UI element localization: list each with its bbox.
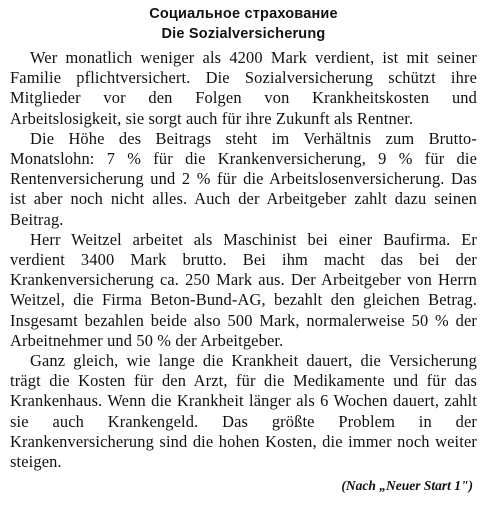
paragraph-2: Die Höhe des Beitrags steht im Verhältnis zum Brutto-Monatslohn: 7 % für die Krankenversicherung, 9 % für die Rentenversicherung und 2 % für die Arbeitslosenversicherung. Das ist aber noch nicht alles. Auch der Arbeitgeber zahlt dazu seinen Beitrag. xyxy=(10,128,477,229)
paragraph-1: Wer monatlich weniger als 4200 Mark verdient, ist mit seiner Familie pflichtversichert. Die Sozialversicherung schützt ihre Mitglieder vor den Folgen von Krankheitskosten und Arbeitslosigkeit, sie sorgt auch für ihre Zukunft als Rentner. xyxy=(10,48,477,128)
title-german: Die Sozialversicherung xyxy=(161,26,326,42)
heading-block xyxy=(10,4,477,44)
title-russian: Социальное страхование xyxy=(149,6,338,22)
paragraph-3: Herr Weitzel arbeitet als Maschinist bei einer Baufirma. Er verdient 3400 Mark brutto. Bei ihm macht das bei der Krankenversicherung ca. 250 Mark aus. Der Arbeitgeber von Herrn Weitzel, die Firma Beton-Bund-AG, bezahlt den gleichen Betrag. Insgesamt bezahlen beide also 500 Mark, normalerweise 50 % der Arbeitnehmer und 50 % der Arbeitgeber. xyxy=(10,229,477,350)
source-citation: (Nach „Neuer Start 1") xyxy=(341,478,473,494)
paragraph-4: Ganz gleich, wie lange die Krankheit dauert, die Versicherung trägt die Kosten für den Arzt, für die Medikamente und für das Krankenhaus. Wenn die Krankheit länger als 6 Wochen dauert, zahlt sie auch Krankengeld. Das größte Problem in der Krankenversicherung sind die hohen Kosten, die immer noch weiter steigen. xyxy=(10,351,477,472)
article-body xyxy=(10,48,477,472)
